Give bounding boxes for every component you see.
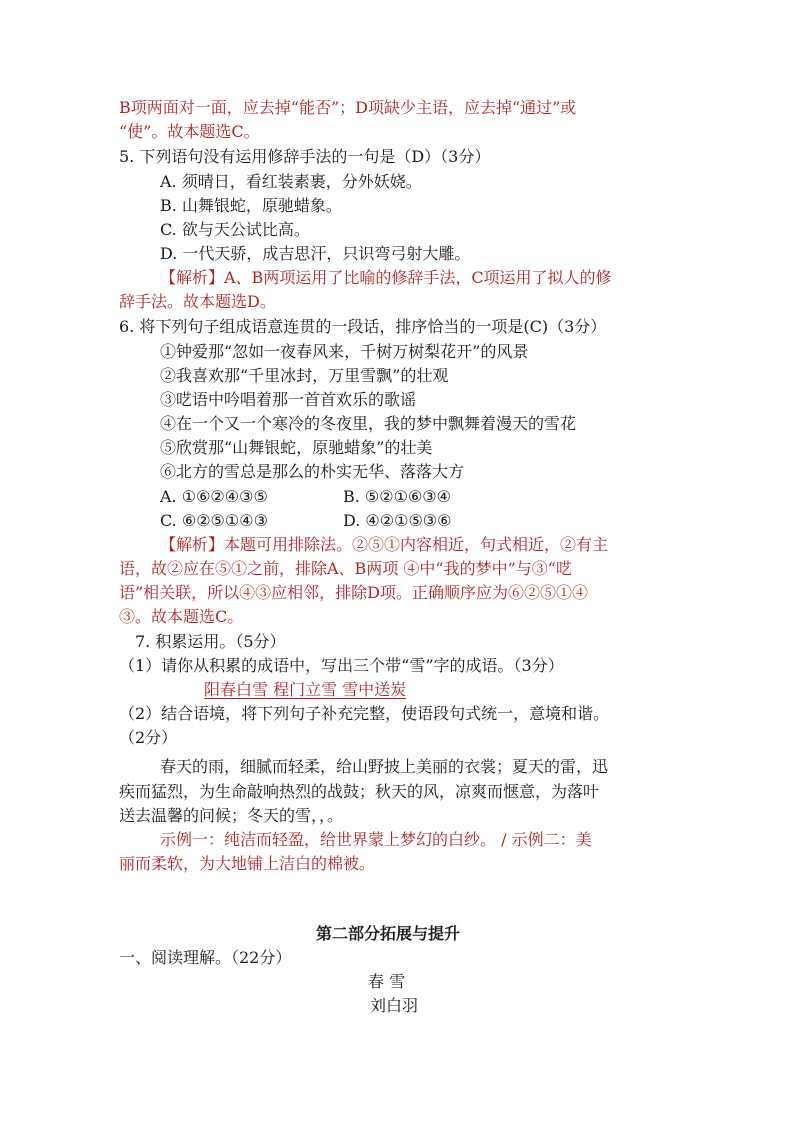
q7-passage-line-1: 春天的雨，细腻而轻柔，给山野披上美丽的衣裳；夏天的雷，迅 [160,757,609,776]
q6-analysis-line-3: 语”相关联，所以④③应相邻，排除D项。正确顺序应为⑥②⑤①④ [119,583,589,602]
q6-analysis-line-4: ③。故本题选C。 [119,607,244,626]
q6-sentence-6: ⑥北方的雪总是那么的朴实无华、落落大方 [160,462,465,481]
q6-option-d: D. ④②①⑤③⑥ [343,511,452,530]
q7-stem: 7. 积累运用。（5分） [135,632,286,651]
q7-part1-answer-line [119,678,467,702]
reading-section-heading: 一、阅读理解。（22分） [119,948,292,967]
q5-option-c: C. 欲与天公试比高。 [160,220,310,239]
q6-analysis-label: 【解析】本题可用排除法。 [160,535,353,554]
q5-stem: 5. 下列语句没有运用修辞手法的一句是（D）（3分） [119,147,491,166]
q7-example-line-1: 示例一：纯洁而轻盈，给世界蒙上梦幻的白纱。 / 示例二：美 [160,830,592,849]
q6-analysis-text-2b: ④中“我的梦中”与③“呓 [398,559,572,578]
article-title: 春 雪 [368,972,406,991]
q5-option-b: B. 山舞银蛇，原驰蜡象。 [160,196,342,215]
q7-part2-prompt-line-2: （2分） [119,728,178,747]
q6-analysis-text-2a: 语，故②应在⑤①之前，排除A、B两项 [119,559,399,578]
q5-analysis-line-1: 【解析】A、B两项运用了比喻的修辞手法，C项运用了拟人的修 [160,268,612,287]
q6-analysis-line-2 [119,557,572,581]
q7-passage-line-2: 疾而猛烈，为生命敲响热烈的战鼓；秋天的风，凉爽而惬意，为落叶 [119,782,600,801]
q6-analysis-line-1 [160,533,608,557]
q6-sentence-3: ③呓语中吟唱着那一首首欢乐的歌谣 [160,390,417,409]
prev-analysis-line-1: B项两面对一面，应去掉“能否”；D项缺少主语，应去掉“通过”或 [119,98,577,117]
q7-part1-answer: 阳春白雪 程门立雪 雪中送炭 [204,680,407,699]
q7-passage-line-3: 送去温馨的问候；冬天的雪，，。 [119,806,344,825]
q6-sentence-2: ②我喜欢那“千里冰封，万里雪飘”的壮观 [160,366,449,385]
q5-option-a: A. 须晴日，看红装素裹，分外妖娆。 [160,172,422,191]
q6-option-b: B. ⑤②①⑥③④ [343,487,451,506]
q6-sentence-4: ④在一个又一个寒冷的冬夜里，我的梦中飘舞着漫天的雪花 [160,414,577,433]
q6-sentence-1: ①钟爱那“忽如一夜春风来，千树万树梨花开”的风景 [160,342,529,361]
q5-analysis-line-2: 辞手法。故本题选D。 [119,292,276,311]
q6-analysis-text: ②⑤①内容相近，句式相近，②有主 [352,535,609,554]
q7-part1-prompt: （1）请你从积累的成语中，写出三个带“雪”字的成语。（3分） [119,656,564,675]
part2-title: 第二部分拓展与提升 [316,924,461,943]
q6-stem: 6. 将下列句子组成语意连贯的一段话，排序恰当的一项是(C)（3分） [119,317,607,336]
q6-sentence-5: ⑤欣赏那“山舞银蛇，原驰蜡象”的壮美 [160,438,433,457]
prev-analysis-line-2: “使”。故本题选C。 [119,122,260,141]
q5-option-d: D. 一代天骄，成吉思汗，只识弯弓射大雕。 [160,244,471,263]
q7-example-line-2: 丽而柔软，为大地铺上洁白的棉被。 [119,854,376,873]
q6-option-c: C. ⑥②⑤①④③ [160,511,268,530]
article-author: 刘白羽 [370,996,419,1015]
q7-part2-prompt-line-1: （2）结合语境，将下列句子补充完整，使语段句式统一，意境和谐。 [119,704,610,723]
q6-option-a: A. ①⑥②④③⑤ [160,487,268,506]
